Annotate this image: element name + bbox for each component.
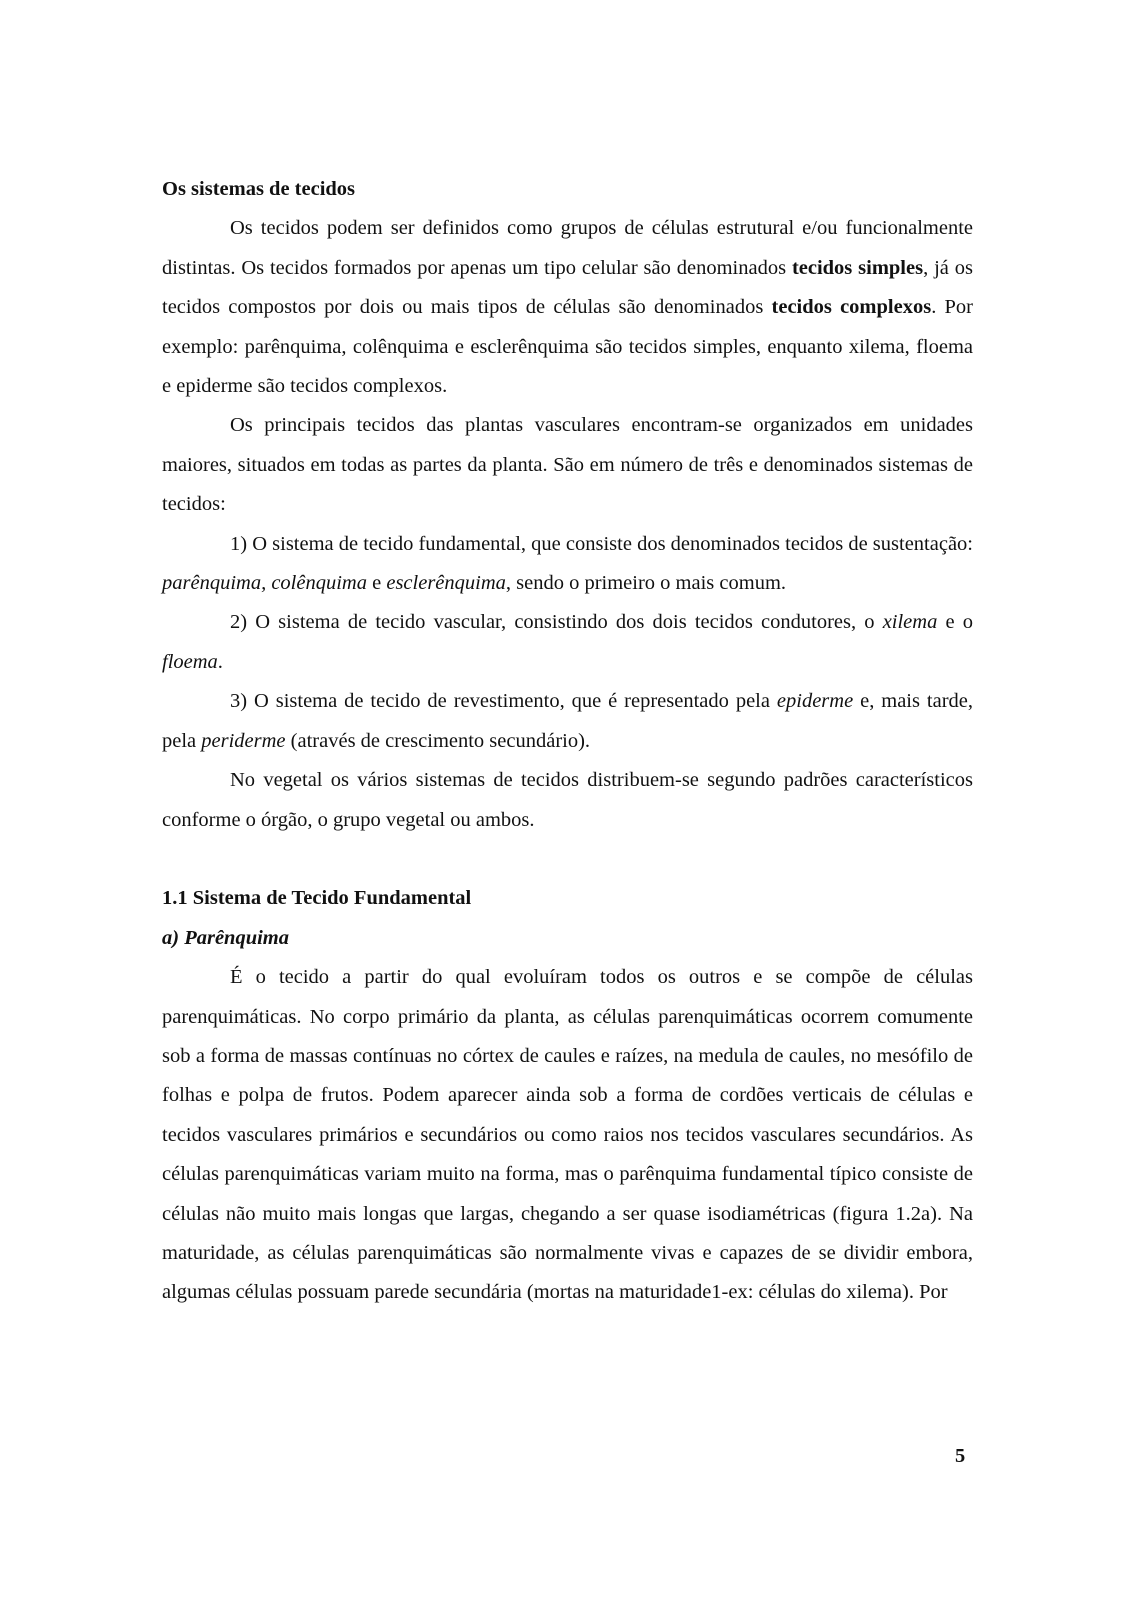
- page-number: 5: [955, 1445, 966, 1467]
- text-run: Os tecidos podem ser definidos como grupos de células estrutural e/ou funcionalmente distintas. Os tecidos formados por apenas um tipo celular são denominados: [162, 217, 973, 279]
- italic-term: floema: [162, 650, 218, 673]
- paragraph-fundamental-system: [162, 525, 973, 604]
- section-heading: Os sistemas de tecidos: [162, 178, 356, 200]
- text-run: 1) O sistema de tecido fundamental, que consiste dos denominados tecidos de sustentação:: [230, 532, 973, 555]
- text-run: 2) O sistema de tecido vascular, consistindo dos dois tecidos condutores, o: [230, 611, 883, 634]
- italic-term: esclerênquima: [386, 572, 506, 595]
- paragraph-parenchyma: É o tecido a partir do qual evoluíram todos os outros e se compõe de células parenquimáticas. No corpo primário da planta, as células parenquimáticas ocorrem comumente sob a forma de massas contínuas no córtex de caules e raízes, na medula de caules, no mesófilo de folhas e polpa de frutos. Podem aparecer ainda sob a forma de cordões verticais de células e tecidos vasculares primários e secundários ou como raios nos tecidos vasculares secundários. As células parenquimáticas variam muito na forma, mas o parênquima fundamental típico consiste de células não muito mais longas que largas, chegando a ser quase isodiamétricas (figura 1.2a). Na maturidade, as células parenquimáticas são normalmente vivas e capazes de se dividir embora, algumas células possuam parede secundária (mortas na maturidade1-ex: células do xilema). Por: [162, 966, 973, 1304]
- subsubsection-heading: a) Parênquima: [162, 926, 289, 949]
- bold-term-complex-tissues: tecidos complexos: [771, 296, 932, 319]
- text-run: e, mais tarde, pela: [162, 690, 973, 752]
- italic-term: epiderme: [776, 690, 854, 713]
- subsection-heading: 1.1 Sistema de Tecido Fundamental: [162, 887, 472, 910]
- paragraph-tissue-systems-intro: Os principais tecidos das plantas vasculares encontram-se organizados em unidades maiores, situados em todas as partes da planta. São em número de três e denominados sistemas de tecidos:: [162, 414, 973, 516]
- document-page: [162, 170, 973, 1313]
- text-run: (através de crescimento secundário).: [285, 729, 591, 752]
- text-run: .: [217, 650, 223, 673]
- paragraph-vascular-system: [162, 603, 973, 682]
- italic-term: parênquima, colênquima: [162, 572, 367, 595]
- paragraph-distribution: No vegetal os vários sistemas de tecidos distribuem-se segundo padrões característicos conforme o órgão, o grupo vegetal ou ambos.: [162, 769, 973, 831]
- text-run: e o: [937, 611, 973, 634]
- text-run: . Por exemplo: parênquima, colênquima e esclerênquima são tecidos simples, enquanto xilema, floema e epiderme são tecidos complexos.: [162, 296, 973, 398]
- text-run: , sendo o primeiro o mais comum.: [505, 572, 787, 595]
- italic-term: periderme: [201, 729, 286, 752]
- text-run: , já os tecidos compostos por dois ou mais tipos de células são denominados: [162, 256, 973, 319]
- text-run: 3) O sistema de tecido de revestimento, que é representado pela: [230, 690, 777, 713]
- paragraph-dermal-system: [162, 682, 973, 761]
- text-run: e: [366, 572, 387, 595]
- bold-term-simple-tissues: tecidos simples: [791, 256, 924, 279]
- italic-term: xilema: [882, 611, 938, 634]
- spacer: [162, 840, 973, 879]
- paragraph-tissue-definition: [162, 209, 973, 406]
